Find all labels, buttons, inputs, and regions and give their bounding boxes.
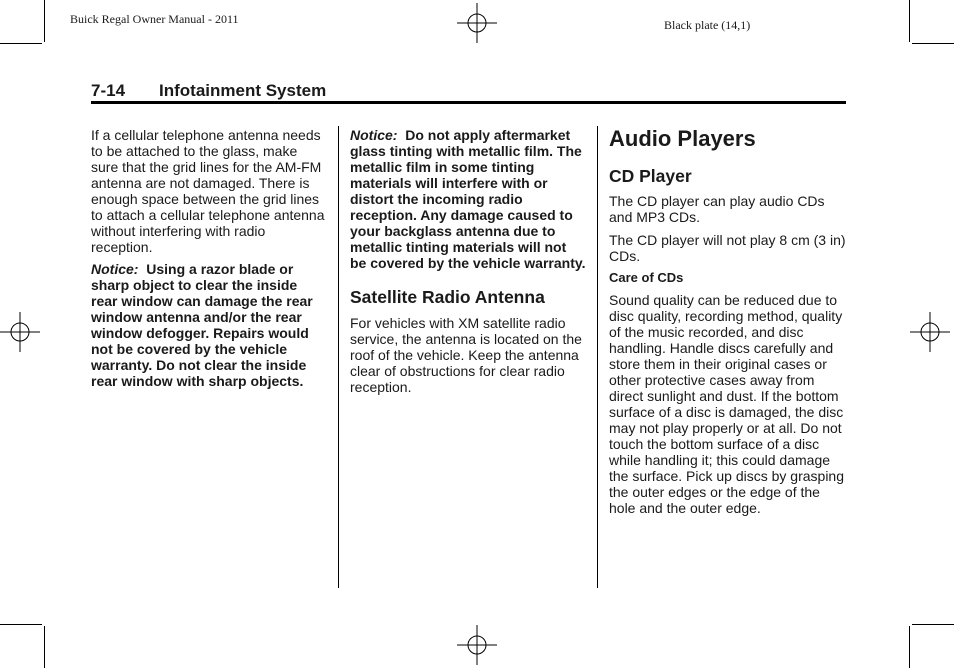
crop-mark-top-left-horizontal: [0, 43, 42, 44]
crop-mark-bottom-right-vertical: [909, 626, 910, 668]
column-divider: [338, 126, 339, 588]
registration-mark-icon: [0, 312, 40, 352]
section-title: Infotainment System: [159, 81, 327, 100]
crop-mark-top-right-horizontal: [912, 43, 954, 44]
notice-text: Do not apply aftermarket glass tinting with metallic film. The metallic film in some tinting materials will interfere with or distort the incoming radio reception. Any damage caused to your backglass antenna due to metallic tinting materials will not be covered by the vehicle warranty.: [350, 127, 586, 271]
crop-mark-bottom-right-horizontal: [912, 624, 954, 625]
column-1: [91, 127, 327, 395]
crop-mark-top-right-vertical: [909, 0, 910, 42]
plate-label: Black plate (14,1): [664, 18, 751, 32]
column-2: [350, 127, 586, 401]
section-header: [91, 81, 326, 101]
razor-notice: [91, 261, 327, 389]
care-of-cds-heading: Care of CDs: [609, 270, 684, 285]
cd-player-paragraph-2: The CD player will not play 8 cm (3 in) CDs.: [609, 232, 846, 264]
audio-players-heading: Audio Players: [609, 126, 756, 151]
cellular-antenna-paragraph: If a cellular telephone antenna needs to be attached to the glass, make sure that the grid lines for the AM-FM antenna are not damaged. There is enough space between the grid lines to attach a cellular telephone antenna without interfering with radio reception.: [91, 127, 325, 255]
cd-player-paragraph-1: The CD player can play audio CDs and MP3 CDs.: [609, 193, 825, 225]
notice-label: Notice:: [91, 261, 139, 277]
notice-text: Using a razor blade or sharp object to clear the inside rear window can damage the rear window antenna and/or the rear window defogger. Repairs would not be covered by the vehicle warranty. Do not clear the inside rear window with sharp objects.: [91, 261, 313, 389]
tinting-notice: [350, 127, 586, 271]
crop-mark-bottom-left-vertical: [44, 626, 45, 668]
manual-title: Buick Regal Owner Manual - 2011: [70, 12, 239, 26]
registration-mark-icon: [457, 3, 497, 43]
care-of-cds-paragraph: Sound quality can be reduced due to disc quality, recording method, quality of the music recorded, and disc handling. Handle discs carefully and store them in their original cases or other protective cases away from direct sunlight and dust. If the bottom surface of a disc is damaged, the disc may not play properly or at all. Do not touch the bottom surface of a disc while handling it; this could damage the surface. Pick up discs by grasping the outer edges or the edge of the hole and the outer edge.: [609, 292, 845, 516]
cd-player-heading: CD Player: [609, 166, 692, 186]
satellite-radio-antenna-heading: Satellite Radio Antenna: [350, 287, 545, 307]
registration-mark-icon: [457, 625, 497, 665]
page-number: 7-14: [91, 81, 126, 100]
column-3: [609, 127, 849, 522]
satellite-antenna-paragraph: For vehicles with XM satellite radio service, the antenna is located on the roof of the vehicle. Keep the antenna clear of obstructions for clear radio reception.: [350, 315, 582, 395]
notice-label: Notice:: [350, 127, 398, 143]
crop-mark-top-left-vertical: [44, 0, 45, 42]
crop-mark-bottom-left-horizontal: [0, 624, 42, 625]
column-divider: [597, 126, 598, 588]
registration-mark-icon: [910, 312, 950, 352]
header-rule: [91, 101, 846, 104]
